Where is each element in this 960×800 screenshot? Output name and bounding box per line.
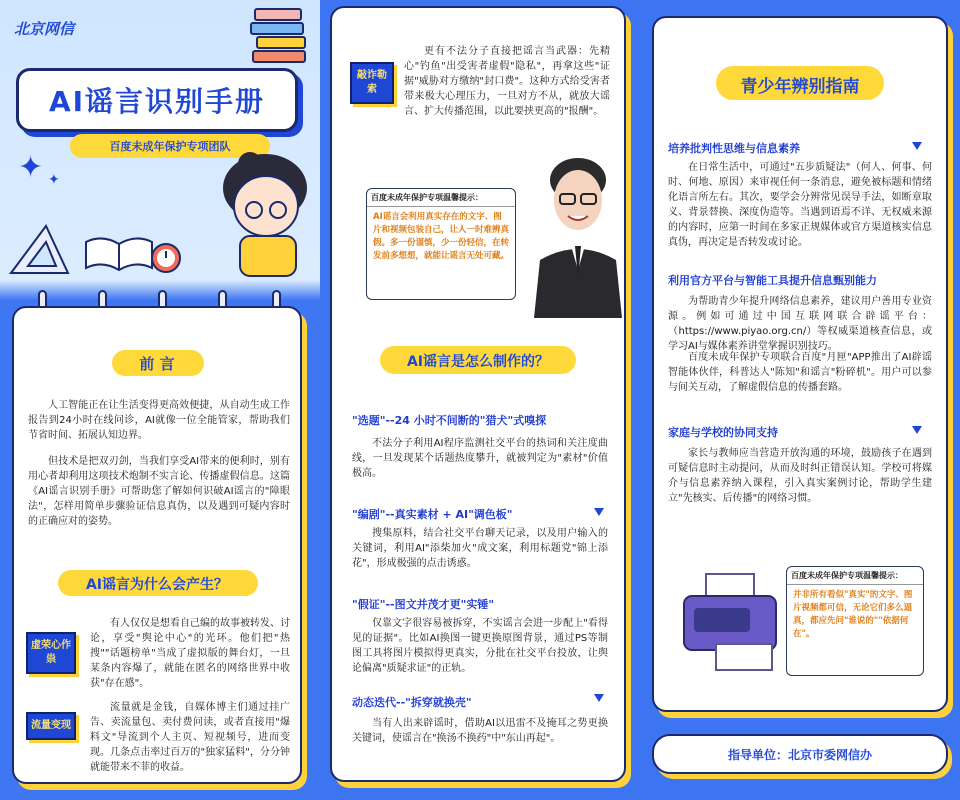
section-family-school: 家庭与学校的协同支持 [668,426,778,439]
topic-paragraph: 不法分子利用AI程序监测社交平台的热词和关注度曲线，一旦发现某个话题热度攀升，就被判定为"素材"价值极高。 [352,438,608,479]
tip-bubble-2 [786,566,924,676]
extortion-paragraph: 更有不法分子直接把谣言当武器：先精心"钓鱼"出受害者虚假"隐私"，再拿这些"证据"威胁对方缴纳"封口费"。这种方式给受害者带来极大心理压力，一旦对方不从，就放大谣言、扩大传播范围，以此要挟更高的"报酬"。 [404,46,610,117]
section-fake-evidence: "假证"--图文并茂才更"实锤" [352,598,495,611]
preface-heading: 前 言 [139,355,175,373]
why-paragraph-1: 有人仅仅是想看自己编的故事被转发、讨论，享受"舆论中心"的光环。他们把"热搜""话题榜单"当成了虚拟版的舞台灯，一旦某条内容爆了，就能在匿名的网络世界中收获"存在感"。 [90,618,290,689]
family-school-paragraph: 家长与教师应当营造开放沟通的环境，鼓励孩子在遇到可疑信息时主动提问，从而及时纠正错误认知。学校可将媒介与信息素养纳入课程，引入真实案例讨论，帮助学生建立"先核实、后传播"的网络习惯。 [668,448,932,504]
ruler-icon [6,218,76,278]
section-topic: "选题"--24 小时不间断的"猎犬"式嗅探 [352,414,547,427]
why-heading: AI谣言为什么会产生？ [85,577,229,593]
tip-title: 百度未成年保护专项温馨提示： [367,189,515,207]
official-tools-paragraph-1: 为帮助青少年提升网络信息素养，建议用户善用专业资源。例如可通过中国互联网联合辟谣平台：（https://www.piyao.org.cn/）等权威渠道核查信息，或学习AI与媒体素养讲堂掌握识别技巧。 [668,296,932,352]
panel-guide [640,0,960,800]
man-portrait-illustration [532,150,624,318]
books-icon [250,8,308,64]
why-paragraph-2: 流量就是金钱，自媒体博主们通过挂广告、卖流量包、卖付费问读，或者直接用"爆料文"导流到个人主页、短视频号，进而变现。几条点击率过百万的"独家猛料"，分分钟就能带来不菲的收益。 [90,702,290,773]
logo: 北京网信 [14,20,75,38]
sparkle-icon: ✦ [18,150,44,185]
script-paragraph: 搜集原料，结合社交平台聊天记录，以及用户输入的关键词，利用AI"添柴加火"成文案，利用标题党"锦上添花"，形成极强的点击诱惑。 [352,528,608,569]
subtitle: 百度未成年保护专项团队 [70,134,270,158]
page-title: AI谣言识别手册 [48,85,266,118]
official-tools-paragraph-2: 百度未成年保护专项联合百度"月匣"APP推出了AI辟谣智能体伙伴，科普达人"陈知"和谣言"粉碎机"。用户可以参与间关互动，了解虚假信息的传播套路。 [668,352,932,393]
fake-evidence-paragraph: 仅靠文字很容易被拆穿，不实谣言会进一步配上"看得见的证据"。比如AI换图一键更换原图背景，通过PS等制图工具将图片模拟得更真实，分批在社交平台投放，让舆论偏离"质疑求证"的正轨。 [352,618,608,674]
open-book-icon [84,232,154,272]
iteration-paragraph: 当有人出来辟谣时，借助AI以迅雷不及掩耳之势更换关键词，使谣言在"换汤不换药"中"东山再起"。 [352,718,608,744]
how-heading: AI谣言是怎么制作的？ [406,354,550,370]
critical-thinking-paragraph: 在日常生活中，可通过"五步质疑法"（何人、何事、何时、何地、原因）来审视任何一条消息，避免被标题和情绪化语言所左右。其次，要学会分辨常见误导手法，如断章取义、背景替换、深度伪造等。当遇到语焉不详、无权威来源的内容时，应第一时间在多家正规媒体或官方渠道核实信息真伪，再决定是否转发或讨论。 [668,162,932,248]
preface-paragraph-2: 但技术是把双刃剑，当我们享受AI带来的便利时，别有用心者却利用这项技术炮制不实言论、传播虚假信息。这篇《AI谣言识别手册》可帮助您了解如何识破AI谣言的"障眼法"，怎样用简单步骤验证信息真伪，以及遇到可疑内容时的正确应对的姿势。 [28,456,290,527]
chevron-down-icon[interactable] [912,426,922,434]
tip-text-2: 并非所有看似"真实"的文字、图片视频都可信，无论它们多么逼真，都应先问"谁说的""依据何在"。 [793,590,913,639]
chevron-down-icon[interactable] [594,508,604,516]
chevron-down-icon[interactable] [912,142,922,150]
preface-paragraph-1: 人工智能正在让生活变得更高效便捷，从自动生成工作报告到24小时在线问诊，AI就像一位全能管家，帮助我们节省时间、拓展认知边界。 [28,400,290,441]
section-official-tools: 利用官方平台与智能工具提升信息甄别能力 [668,274,877,287]
tip-bubble [366,188,516,300]
printer-illustration [676,568,786,672]
section-script: "编剧"--真实素材 + AI"调色板" [352,508,513,521]
alarm-clock-icon [146,236,186,276]
panel-cover [0,0,320,800]
tag-vanity: 虚荣心作祟 [26,632,76,674]
section-critical-thinking: 培养批判性思维与信息素养 [668,142,800,155]
tag-traffic: 流量变现 [26,712,76,740]
sparkle-icon: ✦ [48,172,60,188]
tip-title-2: 百度未成年保护专项温馨提示： [787,567,923,585]
tag-extortion: 敲诈勒索 [350,62,394,104]
section-iteration: 动态迭代--"拆穿就换壳" [352,696,472,709]
panel-making [320,0,640,800]
tip-text: AI谣言会利用真实存在的文字、图片和视频包装自己，让人一时难辨真假。多一份谨慎，少一份轻信，在转发前多想想，就能让谣言无处可藏。 [373,212,510,261]
footer-text: 指导单位：北京市委网信办 [727,748,872,762]
guide-heading: 青少年辨别指南 [740,77,860,97]
chevron-down-icon[interactable] [594,694,604,702]
girl-reading-illustration [200,148,320,278]
